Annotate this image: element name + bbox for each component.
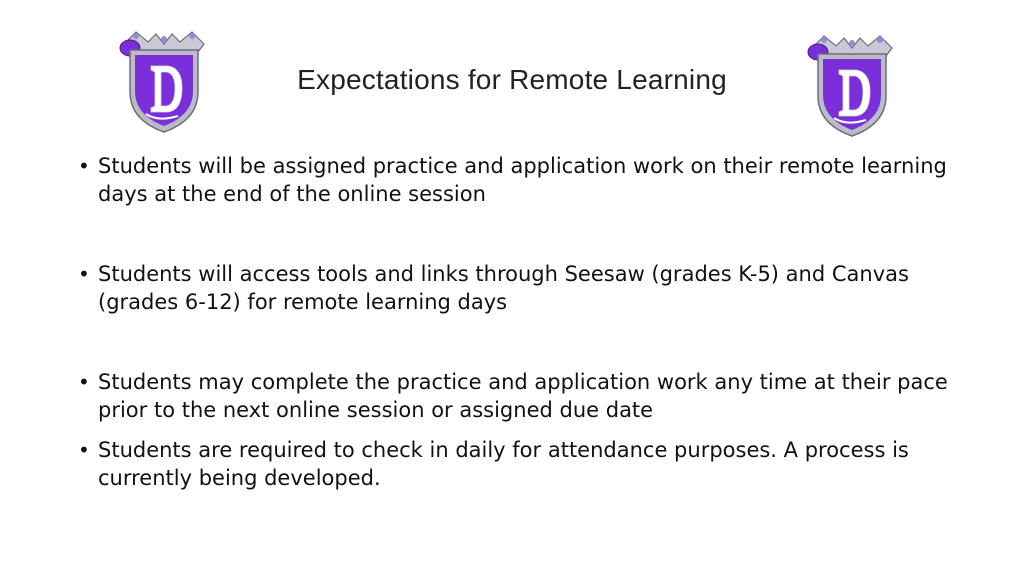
slide-title: Expectations for Remote Learning [297, 64, 727, 95]
bullet-item [78, 436, 958, 492]
bullet-item [78, 260, 958, 316]
bullet-text: Students will access tools and links through Seesaw (grades K-5) and Canvas (grades 6-12) for remote learning days [98, 262, 909, 314]
crowned-shield-d-crest-icon [806, 34, 898, 138]
bullet-marker: • [78, 370, 90, 394]
bullet-item [78, 152, 958, 208]
bullet-item [78, 368, 958, 424]
bullet-marker: • [78, 438, 90, 462]
bullet-text: Students will be assigned practice and application work on their remote learning days at the end of the online session [98, 154, 947, 206]
bullet-text: Students may complete the practice and application work any time at their pace prior to the next online session or assigned due date [98, 370, 948, 422]
crowned-shield-d-crest-icon [118, 30, 210, 134]
bullet-marker: • [78, 262, 90, 286]
bullet-list [78, 152, 958, 492]
bullet-marker: • [78, 154, 90, 178]
bullet-text: Students are required to check in daily for attendance purposes. A process is currently being developed. [98, 438, 909, 490]
